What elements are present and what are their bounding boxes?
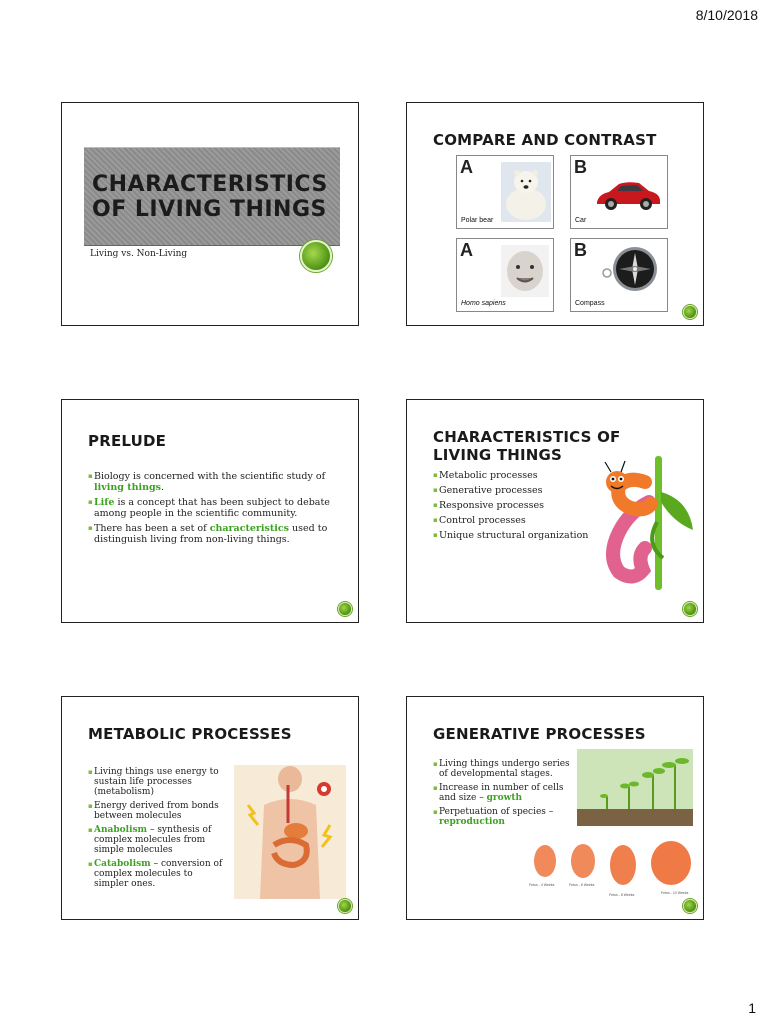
- list-item: ▪ Biology is concerned with the scientific study of living things.: [88, 471, 338, 493]
- green-orb-icon: [683, 899, 697, 913]
- list-item: ▪ Energy derived from bonds between molecules: [88, 801, 223, 821]
- card-caption: Car: [575, 217, 587, 224]
- card-homo-sapiens: [456, 238, 554, 312]
- embryo-label: Fetus - 8 Weeks: [609, 893, 635, 897]
- card-letter: B: [574, 157, 587, 177]
- title-banner: [84, 147, 340, 246]
- bullet-list: [88, 767, 223, 893]
- green-orb-icon: [683, 305, 697, 319]
- list-item: ▪ Catabolism – conversion of complex molecules to simpler ones.: [88, 859, 223, 889]
- slide-subtitle: Living vs. Non-Living: [90, 249, 188, 259]
- embryo-stages-icon: [525, 839, 695, 899]
- slide-metabolic-processes[interactable]: [61, 696, 359, 920]
- green-orb-icon: [338, 602, 352, 616]
- slide-heading: GENERATIVE PROCESSES: [433, 725, 646, 743]
- list-item: ▪ Life is a concept that has been subject to debate among people in the scientific community.: [88, 497, 338, 519]
- card-caption: Polar bear: [461, 217, 494, 224]
- slide-heading: COMPARE AND CONTRAST: [433, 131, 657, 149]
- embryo-label: Fetus - 4 Weeks: [529, 883, 555, 887]
- slide-heading: METABOLIC PROCESSES: [88, 725, 292, 743]
- caterpillar-icon: [589, 452, 699, 590]
- list-item: ▪ Unique structural organization: [433, 530, 593, 541]
- card-caption: Compass: [575, 300, 605, 307]
- list-item: ▪ Metabolic processes: [433, 470, 593, 481]
- embryo-label: Fetus - 10 Weeks: [661, 891, 689, 895]
- green-orb-icon: [338, 899, 352, 913]
- list-item: ▪ There has been a set of characteristics used to distinguish living from non-living things.: [88, 523, 338, 545]
- slide-characteristics-list[interactable]: [406, 399, 704, 623]
- card-compass: [570, 238, 668, 312]
- card-letter: B: [574, 240, 587, 260]
- polar-bear-icon: [501, 162, 551, 222]
- list-item: ▪ Generative processes: [433, 485, 593, 496]
- slide-compare-contrast[interactable]: [406, 102, 704, 326]
- car-icon: [593, 178, 663, 212]
- card-caption: Homo sapiens: [461, 300, 506, 307]
- baby-face-icon: [501, 245, 549, 297]
- slide-heading: CHARACTERISTICS OF LIVING THINGS: [433, 428, 621, 464]
- slide-title-text: CHARACTERISTICS OF LIVING THINGS: [92, 172, 328, 222]
- slide-title[interactable]: [61, 102, 359, 326]
- list-item: ▪ Control processes: [433, 515, 593, 526]
- card-polar-bear: [456, 155, 554, 229]
- seedlings-icon: [577, 749, 693, 826]
- list-item: ▪ Perpetuation of species – reproduction: [433, 807, 573, 827]
- bullet-list: [433, 759, 573, 831]
- compass-icon: [599, 243, 663, 299]
- list-item: ▪ Anabolism – synthesis of complex molecules from simple molecules: [88, 825, 223, 855]
- digestive-system-icon: [234, 765, 346, 899]
- slide-generative-processes[interactable]: [406, 696, 704, 920]
- embryo-label: Fetus - 6 Weeks: [569, 883, 595, 887]
- green-orb-icon: [683, 602, 697, 616]
- green-orb-icon: [300, 240, 332, 272]
- list-item: ▪ Living things use energy to sustain life processes (metabolism): [88, 767, 223, 797]
- card-car: [570, 155, 668, 229]
- bullet-list: [88, 471, 338, 549]
- slide-heading: PRELUDE: [88, 432, 167, 450]
- list-item: ▪ Living things undergo series of developmental stages.: [433, 759, 573, 779]
- print-date: 8/10/2018: [695, 7, 758, 23]
- list-item: ▪ Responsive processes: [433, 500, 593, 511]
- card-letter: A: [460, 157, 473, 177]
- card-letter: A: [460, 240, 473, 260]
- list-item: ▪ Increase in number of cells and size – growth: [433, 783, 573, 803]
- bullet-list: [433, 470, 593, 545]
- slide-prelude[interactable]: [61, 399, 359, 623]
- page-number: 1: [748, 1000, 756, 1016]
